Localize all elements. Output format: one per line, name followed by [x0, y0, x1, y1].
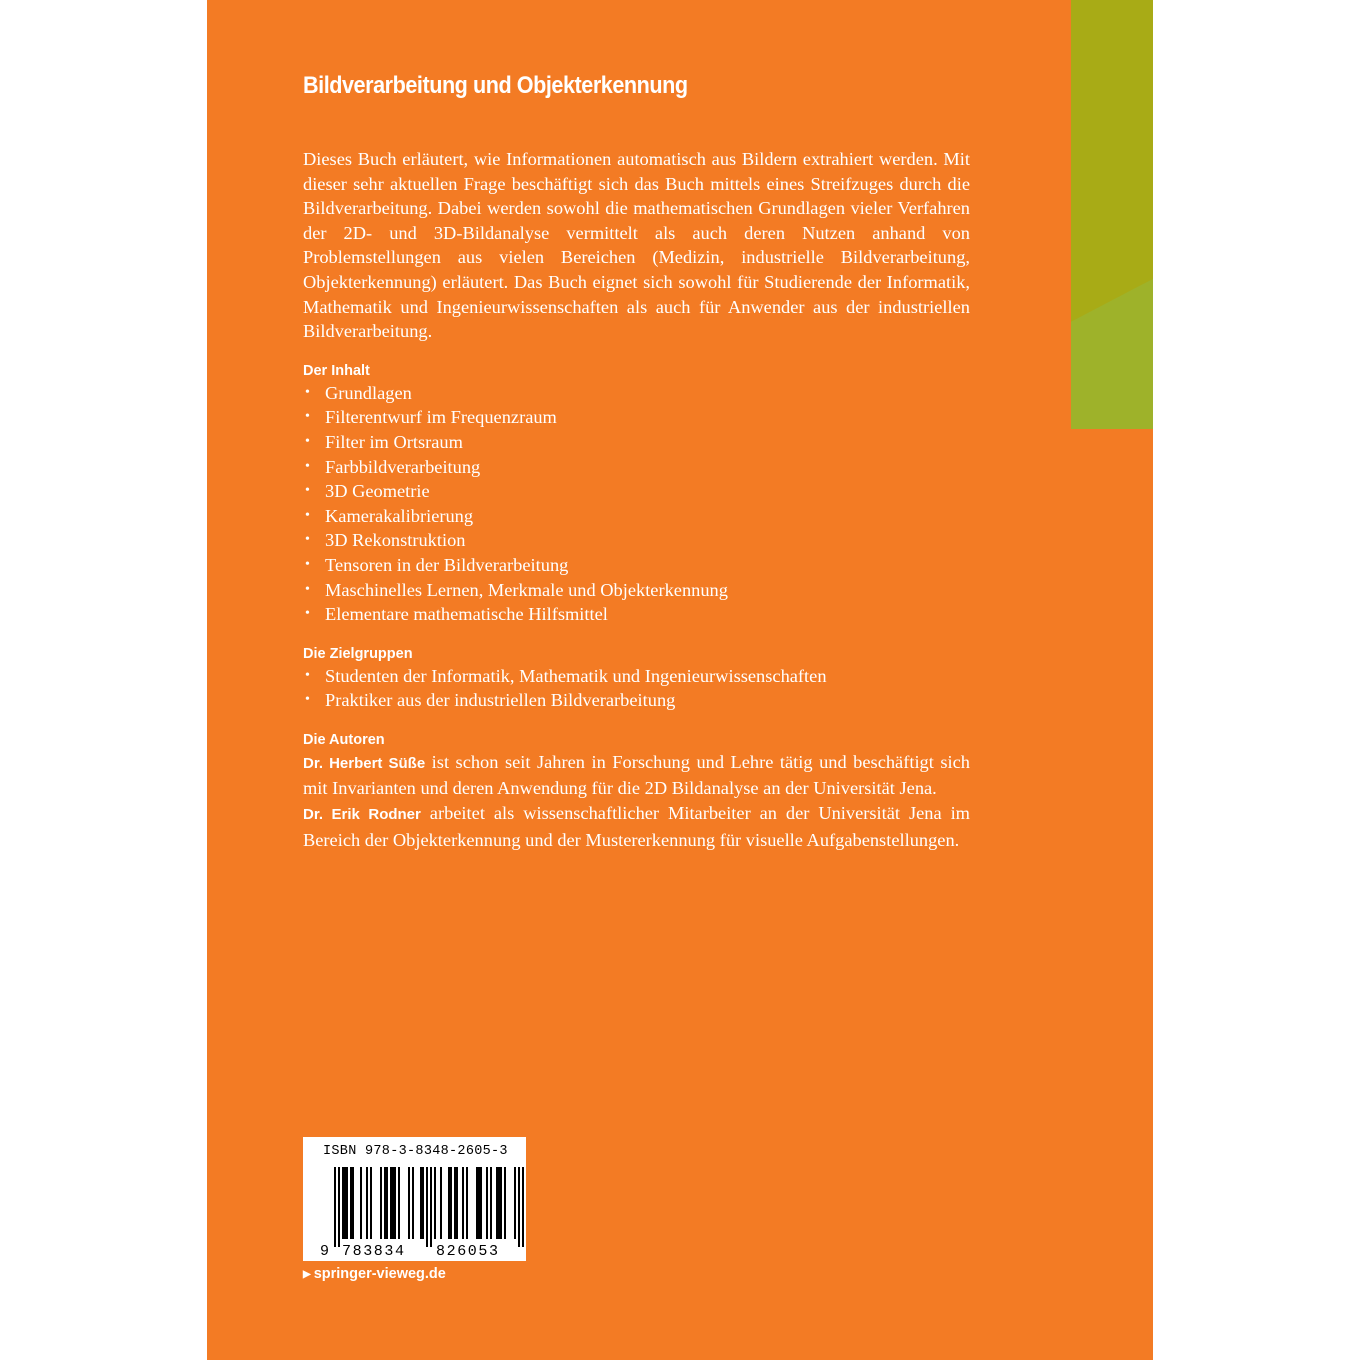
author-bio: Dr. Erik Rodner arbeitet als wissenschaftlicher Mitarbeiter an der Universität Jena im Bereich der Objekterkennung und der Mustererkennung für visuelle Aufgabenstellungen.: [303, 803, 970, 850]
barcode-bar: [514, 1167, 516, 1239]
barcode-bar: [522, 1167, 524, 1247]
audience-list: [303, 664, 970, 713]
book-description: Dieses Buch erläutert, wie Informationen automatisch aus Bildern extrahiert werden. Mit dieser sehr aktuellen Frage beschäftigt sich das Buch mittels eines Streifzuges durch die Bildverarbeitung. Dabei werden sowohl die mathematischen Grundlagen vieler Verfahren der 2D- und 3D-Bildanalyse vermittelt als auch deren Nutzen anhand von Problemstellungen aus vielen Bereichen (Medizin, industrielle Bildverarbeitung, Objekterkennung) erläutert. Das Buch eignet sich sowohl für Studierende der Informatik, Mathematik und Ingenieurwissenschaften als auch für Anwender aus der industriellen Bildverarbeitung.: [303, 149, 970, 342]
barcode-bar: [366, 1167, 368, 1239]
barcode-bar: [392, 1167, 394, 1239]
list-item: • Tensoren in der Bildverarbeitung: [303, 553, 970, 578]
bullet-icon: •: [305, 483, 310, 499]
cover-text-block: [303, 147, 970, 852]
bullet-icon: •: [305, 458, 310, 474]
publisher-link[interactable]: [303, 1266, 446, 1282]
list-item: • Maschinelles Lernen, Merkmale und Objekterkennung: [303, 578, 970, 603]
barcode-bar: [394, 1167, 396, 1239]
barcode-bar: [490, 1167, 492, 1239]
barcode-bar: [456, 1167, 458, 1239]
author-name: Dr. Herbert Süße: [303, 754, 426, 772]
bullet-icon: •: [305, 384, 310, 400]
barcode-bar: [390, 1167, 392, 1239]
barcode-bar: [412, 1167, 414, 1239]
bullet-icon: •: [305, 692, 310, 708]
bullet-icon: •: [305, 532, 310, 548]
barcode-bar: [440, 1167, 442, 1239]
author-name: Dr. Erik Rodner: [303, 806, 421, 824]
barcode-bar: [386, 1167, 388, 1239]
audience-section: [303, 645, 970, 713]
content-section: [303, 362, 970, 627]
content-list: [303, 381, 970, 627]
bullet-icon: •: [305, 507, 310, 523]
book-title: Bildverarbeitung und Objekterkennung: [303, 72, 688, 99]
barcode-bar: [350, 1167, 352, 1239]
barcode-bar: [434, 1167, 436, 1239]
barcode-bar: [498, 1167, 500, 1239]
barcode-bar: [430, 1167, 432, 1247]
author-bio: Dr. Herbert Süße ist schon seit Jahren in Forschung und Lehre tätig und beschäftigt sich mit Invarianten und deren Anwendung für die 2D Bildanalyse an der Universität Jena.: [303, 751, 970, 799]
barcode-bar: [500, 1167, 502, 1239]
bullet-icon: •: [305, 606, 310, 622]
bullet-icon: •: [305, 556, 310, 572]
barcode-bar: [342, 1167, 344, 1239]
barcode-bar: [448, 1167, 450, 1239]
list-item: • Studenten der Informatik, Mathematik und Ingenieurwissenschaften: [303, 664, 970, 689]
list-item: • 3D Geometrie: [303, 479, 970, 504]
barcode-digits-lead: 9: [320, 1243, 331, 1260]
barcode-bar: [398, 1167, 400, 1239]
barcode-bar: [338, 1167, 340, 1247]
authors-heading: Die Autoren: [303, 731, 385, 748]
list-item: • Filter im Ortsraum: [303, 430, 970, 455]
list-item: • Praktiker aus der industriellen Bildverarbeitung: [303, 688, 970, 713]
barcode-bar: [486, 1167, 488, 1239]
isbn-barcode: [303, 1137, 526, 1261]
arrow-icon: ▶: [303, 1268, 311, 1280]
barcode-bar: [346, 1167, 348, 1239]
content-heading: Der Inhalt: [303, 362, 370, 379]
barcode-bar: [370, 1167, 372, 1239]
barcode-bar: [476, 1167, 478, 1239]
list-item: • Kamerakalibrierung: [303, 504, 970, 529]
barcode-bar: [496, 1167, 498, 1239]
list-item: • 3D Rekonstruktion: [303, 528, 970, 553]
bullet-icon: •: [305, 667, 310, 683]
barcode-bar: [426, 1167, 428, 1247]
audience-heading: Die Zielgruppen: [303, 645, 413, 662]
list-item: • Elementare mathematische Hilfsmittel: [303, 602, 970, 627]
list-item: • Filterentwurf im Frequenzraum: [303, 405, 970, 430]
barcode-bar: [408, 1167, 410, 1239]
barcode-bar: [384, 1167, 386, 1239]
barcode-bar: [450, 1167, 452, 1239]
authors-section: [303, 731, 970, 852]
barcode-bar: [334, 1167, 336, 1247]
barcode-bar: [360, 1167, 362, 1239]
isbn-label: ISBN 978-3-8348-2605-3: [323, 1144, 508, 1159]
barcode-bar: [422, 1167, 424, 1239]
barcode-bar: [420, 1167, 422, 1239]
accent-color-band: [1071, 0, 1153, 429]
barcode-bar: [478, 1167, 480, 1239]
bullet-icon: •: [305, 581, 310, 597]
barcode-digits-right: 826053: [436, 1243, 500, 1260]
barcode-bar: [352, 1167, 354, 1239]
bullet-icon: •: [305, 433, 310, 449]
publisher-url: springer-vieweg.de: [313, 1266, 446, 1282]
list-item: • Grundlagen: [303, 381, 970, 406]
list-item: • Farbbildverarbeitung: [303, 455, 970, 480]
barcode-digits-left: 783834: [342, 1243, 406, 1260]
barcode-bar: [504, 1167, 506, 1239]
barcode-bar: [480, 1167, 482, 1239]
barcode-bar: [462, 1167, 464, 1239]
barcode-bar: [380, 1167, 382, 1239]
bullet-icon: •: [305, 409, 310, 425]
barcode-bar: [344, 1167, 346, 1239]
barcode-bar: [518, 1167, 520, 1247]
barcode-bar: [454, 1167, 456, 1239]
barcode-bar: [466, 1167, 468, 1239]
